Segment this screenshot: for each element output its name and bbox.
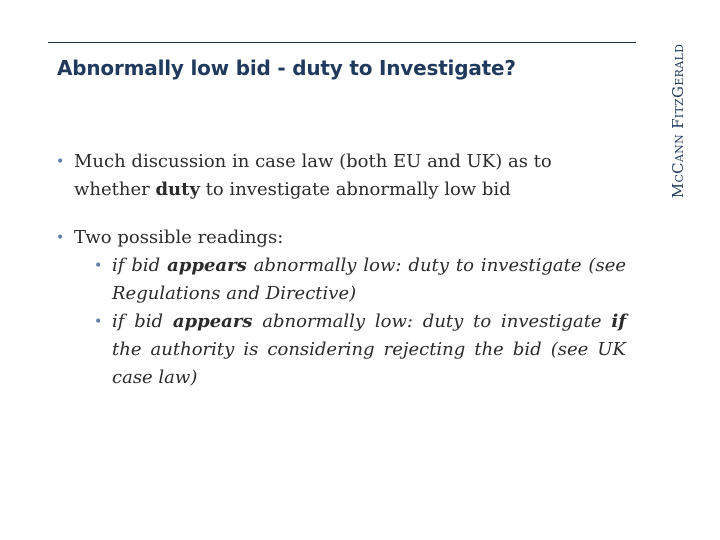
sub-2-mid: abnormally low: duty to investigate: [252, 311, 612, 332]
sub-bullet-item-2: [56, 308, 626, 392]
title-divider: [48, 42, 636, 43]
sub-2-bold: appears: [172, 311, 253, 332]
logo-text: McCann FitzGerald: [669, 43, 687, 199]
bullet-item-1: [56, 148, 626, 204]
sub-2-pre: if bid: [112, 311, 173, 332]
sub-bullet-item-1: [56, 252, 626, 308]
sub-2-post: the authority is considering rejecting the bid (see UK case law): [112, 339, 626, 388]
bullet-item-2: [56, 224, 626, 252]
sub-bullet-icon: •: [94, 314, 103, 330]
sub-1-pre: if bid: [112, 255, 168, 276]
bullet-1-bold: duty: [155, 179, 200, 200]
slide-title: Abnormally low bid - duty to Investigate?: [57, 56, 516, 80]
slide-body: [56, 148, 626, 392]
sub-bullet-icon: •: [94, 258, 103, 274]
bullet-2-text: Two possible readings:: [74, 227, 284, 248]
sub-1-bold: appears: [167, 255, 247, 276]
bullet-1-post: to investigate abnormally low bid: [199, 179, 511, 200]
bullet-icon: •: [56, 230, 65, 246]
bullet-1-pre: Much discussion in case law (both EU and UK) as to whether: [74, 151, 552, 200]
sub-2-bold2: if: [611, 311, 626, 332]
sub-1-post: abnormally low: duty to investigate (see Regulations and Directive): [112, 255, 626, 304]
logo: [667, 43, 689, 199]
bullet-icon: •: [56, 154, 65, 170]
